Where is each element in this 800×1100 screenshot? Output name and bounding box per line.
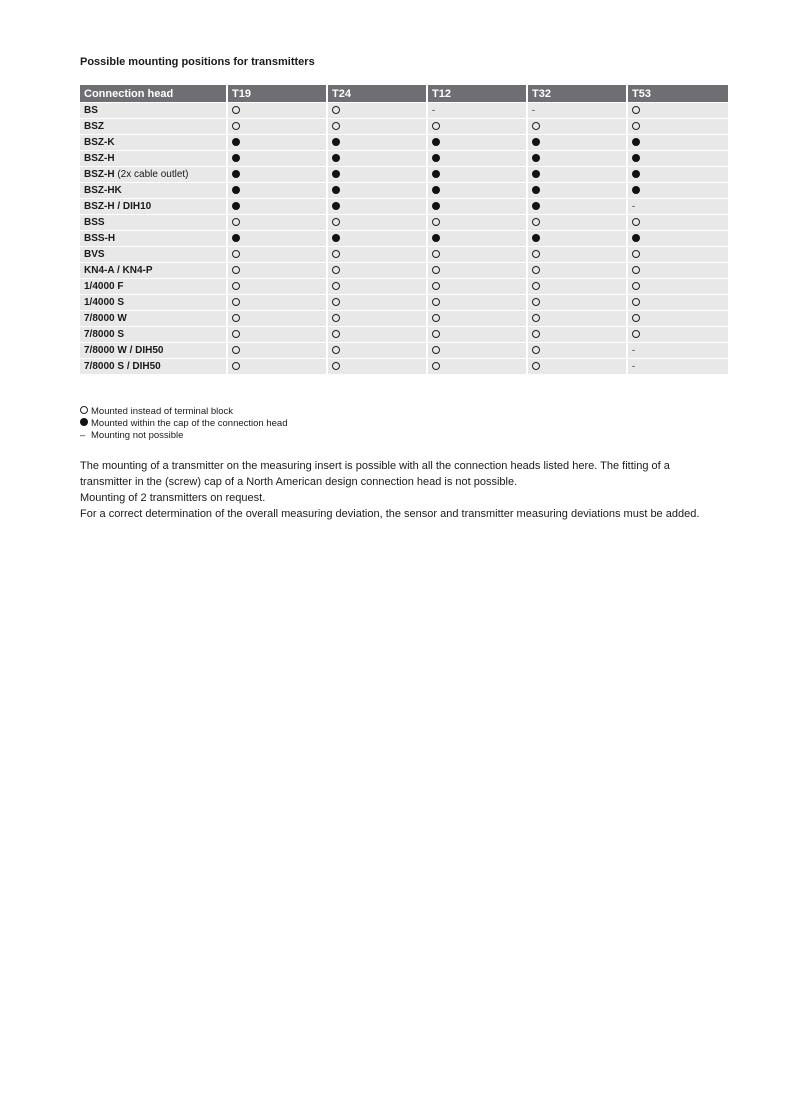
connection-head-name: BSZ-H / DIH10 [84,201,152,212]
connection-head-cell [80,230,228,246]
mounting-cell [628,310,728,326]
mounting-cell [328,310,428,326]
mounting-cell [428,150,528,166]
mounting-cell [228,150,328,166]
filled-circle-icon [632,234,640,242]
mounting-cell [328,342,428,358]
open-circle-icon [432,218,440,226]
filled-circle-icon [332,138,340,146]
table-row [80,166,728,182]
mounting-cell [628,118,728,134]
connection-head-name: BSZ-HK [84,185,122,196]
mounting-cell [628,198,728,214]
table-row [80,118,728,134]
mounting-cell [528,358,628,374]
mounting-cell [328,134,428,150]
connection-head-cell [80,198,228,214]
open-circle-icon [432,122,440,130]
filled-circle-icon [532,138,540,146]
header-t32: T32 [528,85,628,102]
connection-head-cell [80,246,228,262]
open-circle-icon [432,298,440,306]
mounting-cell [628,150,728,166]
mounting-cell [428,278,528,294]
legend-item-dash [80,430,287,442]
mounting-cell [428,342,528,358]
connection-head-name: BSS-H [84,233,116,244]
mounting-cell [228,294,328,310]
open-circle-icon [632,266,640,274]
mounting-cell [228,102,328,118]
mounting-cell [328,294,428,310]
mounting-cell [328,230,428,246]
open-circle-icon [232,218,240,226]
table-row [80,294,728,310]
mounting-cell [228,326,328,342]
open-circle-icon [332,362,340,370]
mounting-cell [528,294,628,310]
open-circle-icon [332,298,340,306]
open-circle-icon [232,314,240,322]
connection-head-cell [80,294,228,310]
table-row [80,134,728,150]
mounting-cell [428,358,528,374]
open-circle-icon [632,330,640,338]
open-circle-icon [232,106,240,114]
filled-circle-icon [232,186,240,194]
filled-circle-icon [532,202,540,210]
connection-head-name: BSS [84,217,105,228]
mounting-cell [528,310,628,326]
dash-icon: - [432,104,435,115]
open-circle-icon [432,314,440,322]
table-row [80,150,728,166]
table-row [80,230,728,246]
table-header-row [80,85,728,102]
mounting-cell [428,182,528,198]
connection-head-cell [80,182,228,198]
mounting-cell [428,102,528,118]
mounting-table [80,85,728,374]
open-circle-icon [332,314,340,322]
open-circle-icon [632,106,640,114]
mounting-cell [328,214,428,230]
mounting-cell [328,182,428,198]
mounting-cell [628,278,728,294]
header-connection-head: Connection head [80,85,228,102]
mounting-cell [328,326,428,342]
mounting-cell [428,310,528,326]
mounting-cell [628,214,728,230]
table-row [80,358,728,374]
open-circle-icon [332,282,340,290]
connection-head-cell [80,134,228,150]
mounting-cell [228,310,328,326]
table-row [80,262,728,278]
open-circle-icon [432,346,440,354]
filled-circle-icon [332,154,340,162]
connection-head-name: BSZ-H [84,169,115,180]
open-circle-icon [532,346,540,354]
table-row [80,198,728,214]
mounting-cell [428,214,528,230]
table-body [80,102,728,374]
dash-icon: - [532,104,535,115]
header-t53: T53 [628,85,728,102]
mounting-cell [528,102,628,118]
table-row [80,102,728,118]
connection-head-name: BVS [84,249,105,260]
dash-icon: – [80,430,86,441]
connection-head-name: 1/4000 S [84,297,125,308]
open-circle-icon [332,106,340,114]
filled-circle-icon [432,234,440,242]
mounting-cell [328,118,428,134]
mounting-cell [528,278,628,294]
mounting-cell [628,342,728,358]
filled-circle-icon [432,170,440,178]
open-circle-icon [532,314,540,322]
mounting-cell [628,262,728,278]
connection-head-cell [80,150,228,166]
mounting-cell [528,134,628,150]
connection-head-name: BSZ-K [84,137,115,148]
mounting-cell [428,294,528,310]
connection-head-name: BSZ [84,121,104,132]
open-circle-icon [80,406,88,414]
connection-head-cell [80,166,228,182]
table-row [80,246,728,262]
mounting-cell [628,102,728,118]
connection-head-name: 7/8000 S / DIH50 [84,361,161,372]
filled-circle-icon [632,186,640,194]
open-circle-icon [232,362,240,370]
mounting-cell [328,150,428,166]
connection-head-name: BS [84,105,98,116]
table-row [80,310,728,326]
open-circle-icon [632,122,640,130]
mounting-cell [228,182,328,198]
connection-head-cell [80,342,228,358]
filled-circle-icon [632,154,640,162]
open-circle-icon [632,282,640,290]
filled-circle-icon [232,154,240,162]
filled-circle-icon [332,202,340,210]
section-title: Possible mounting positions for transmitters [80,56,315,68]
filled-circle-icon [232,138,240,146]
paragraph: The mounting of a transmitter on the measuring insert is possible with all the connection heads listed here. The fitting of a transmitter in the (screw) cap of a North American design connection head is not possible. [80,460,670,488]
open-circle-icon [232,346,240,354]
mounting-cell [328,198,428,214]
open-circle-icon [232,330,240,338]
table-row [80,182,728,198]
dash-icon: - [632,200,635,211]
connection-head-name: 7/8000 W [84,313,127,324]
mounting-cell [528,150,628,166]
mounting-cell [628,294,728,310]
connection-head-cell [80,310,228,326]
filled-circle-icon [432,154,440,162]
open-circle-icon [532,282,540,290]
mounting-cell [228,198,328,214]
mounting-cell [228,262,328,278]
open-circle-icon [632,298,640,306]
mounting-cell [528,230,628,246]
mounting-cell [228,246,328,262]
open-circle-icon [432,282,440,290]
mounting-cell [228,134,328,150]
open-circle-icon [532,330,540,338]
mounting-cell [528,262,628,278]
connection-head-cell [80,102,228,118]
mounting-cell [528,166,628,182]
open-circle-icon [632,314,640,322]
mounting-cell [628,230,728,246]
filled-circle-icon [80,418,88,426]
header-t12: T12 [428,85,528,102]
open-circle-icon [432,330,440,338]
legend-open-label: Mounted instead of terminal block [91,406,234,417]
open-circle-icon [532,266,540,274]
mounting-cell [228,214,328,230]
body-text [80,458,720,522]
open-circle-icon [432,266,440,274]
mounting-cell [328,166,428,182]
legend-item-filled [80,418,287,430]
open-circle-icon [332,122,340,130]
filled-circle-icon [432,202,440,210]
mounting-cell [228,278,328,294]
open-circle-icon [532,122,540,130]
mounting-cell [328,262,428,278]
mounting-cell [528,342,628,358]
filled-circle-icon [232,170,240,178]
mounting-cell [328,358,428,374]
dash-icon: - [632,344,635,355]
connection-head-name: KN4-A / KN4-P [84,265,153,276]
filled-circle-icon [532,154,540,162]
mounting-cell [528,118,628,134]
mounting-cell [328,102,428,118]
connection-head-name: 7/8000 S [84,329,125,340]
table-row [80,326,728,342]
filled-circle-icon [332,186,340,194]
open-circle-icon [232,282,240,290]
open-circle-icon [532,218,540,226]
mounting-cell [428,166,528,182]
filled-circle-icon [532,170,540,178]
mounting-cell [528,326,628,342]
open-circle-icon [632,218,640,226]
filled-circle-icon [632,170,640,178]
table-row [80,214,728,230]
mounting-cell [628,182,728,198]
open-circle-icon [232,122,240,130]
mounting-cell [528,246,628,262]
open-circle-icon [532,298,540,306]
open-circle-icon [332,266,340,274]
open-circle-icon [532,250,540,258]
filled-circle-icon [332,170,340,178]
connection-head-cell [80,118,228,134]
mounting-cell [528,198,628,214]
mounting-cell [228,166,328,182]
paragraph: Mounting of 2 transmitters on request. [80,492,266,504]
mounting-cell [428,246,528,262]
filled-circle-icon [332,234,340,242]
legend-dash-label: Mounting not possible [91,430,184,441]
connection-head-name: BSZ-H [84,153,115,164]
mounting-cell [428,230,528,246]
open-circle-icon [632,250,640,258]
mounting-cell [228,358,328,374]
legend-filled-label: Mounted within the cap of the connection head [91,418,288,429]
paragraph: For a correct determination of the overall measuring deviation, the sensor and transmitter measuring deviations must be added. [80,508,700,520]
connection-head-cell [80,278,228,294]
filled-circle-icon [232,202,240,210]
open-circle-icon [332,330,340,338]
mounting-cell [628,166,728,182]
mounting-cell [328,246,428,262]
mounting-cell [328,278,428,294]
open-circle-icon [432,362,440,370]
filled-circle-icon [632,138,640,146]
filled-circle-icon [432,186,440,194]
open-circle-icon [332,346,340,354]
mounting-cell [228,342,328,358]
mounting-cell [428,134,528,150]
filled-circle-icon [232,234,240,242]
connection-head-cell [80,358,228,374]
connection-head-cell [80,262,228,278]
open-circle-icon [232,250,240,258]
connection-head-cell [80,214,228,230]
open-circle-icon [332,250,340,258]
mounting-cell [228,118,328,134]
table-row [80,278,728,294]
mounting-cell [628,326,728,342]
filled-circle-icon [532,234,540,242]
connection-head-name: 1/4000 F [84,281,124,292]
open-circle-icon [232,298,240,306]
legend-item-open [80,406,287,418]
filled-circle-icon [432,138,440,146]
mounting-cell [628,134,728,150]
table-row [80,342,728,358]
mounting-cell [228,230,328,246]
mounting-cell [528,182,628,198]
header-t19: T19 [228,85,328,102]
connection-head-note: (2x cable outlet) [114,169,189,180]
header-t24: T24 [328,85,428,102]
open-circle-icon [432,250,440,258]
connection-head-name: 7/8000 W / DIH50 [84,345,164,356]
mounting-cell [428,326,528,342]
open-circle-icon [232,266,240,274]
open-circle-icon [532,362,540,370]
mounting-cell [428,118,528,134]
mounting-cell [428,198,528,214]
open-circle-icon [332,218,340,226]
connection-head-cell [80,326,228,342]
legend [80,406,287,442]
mounting-cell [628,246,728,262]
filled-circle-icon [532,186,540,194]
mounting-cell [428,262,528,278]
dash-icon: - [632,360,635,371]
mounting-cell [628,358,728,374]
mounting-cell [528,214,628,230]
